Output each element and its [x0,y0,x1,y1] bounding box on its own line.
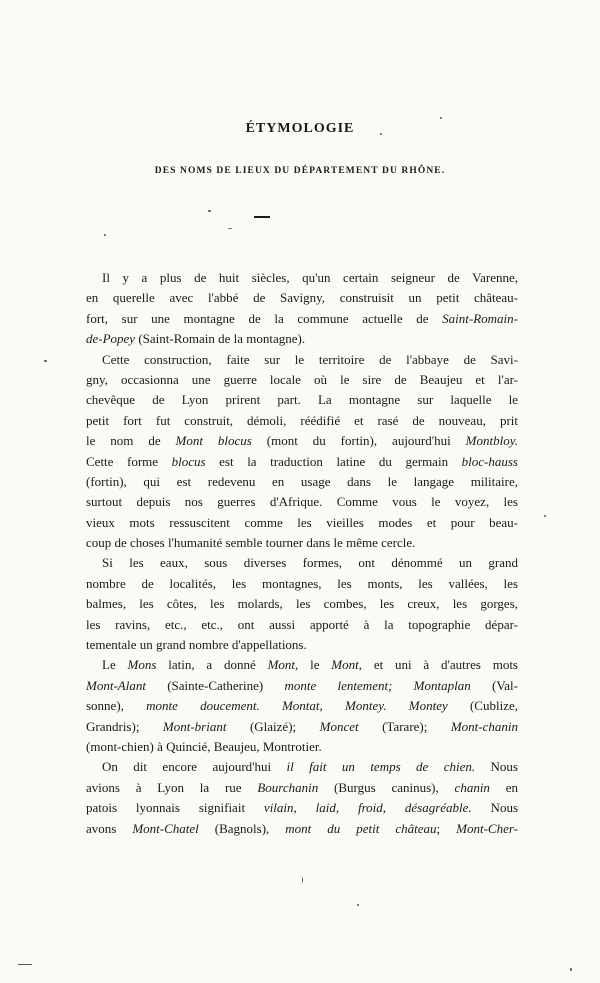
text-segment: Il y a plus de huit siècles, qu'un certain seigneur de Varenne, [102,270,518,285]
italic-text: Mons [127,657,157,673]
text-line [86,431,518,451]
scan-speck [357,904,359,906]
text-line [86,288,518,308]
text-line [86,635,518,655]
text-segment: (mont-chien) à Quincié, Beaujeu, Montrotier. [86,738,322,754]
italic-text: Mont-Alant [86,677,146,693]
text-line [86,655,518,675]
text-segment: ; [436,820,457,836]
italic-text: Mont-Chatel [132,820,199,836]
text-segment: vieux mots ressuscitent comme les vieilles modes et pour beau- [86,514,518,530]
scan-speck [380,133,382,135]
text-segment: est la traduction latine du germain [205,453,462,469]
text-segment: Si les eaux, sous diverses formes, ont dénommé un grand [102,555,518,571]
text-segment: surtout depuis nos guerres d'Afrique. Comme vous le voyez, les [86,494,518,510]
text-segment: (Burgus caninus), [318,779,455,795]
scan-speck [570,968,572,971]
text-line [86,778,518,798]
text-segment: Grandris); [86,718,163,734]
text-segment: , le [295,657,332,673]
text-segment: le nom de [86,433,176,449]
text-line [86,737,518,757]
text-segment: (Cublize, [447,698,518,714]
text-segment: (Saint-Romain de la montagne). [135,331,306,347]
text-segment: gny, occasionna une guerre locale où le sire de Beaujeu et l'ar- [86,371,518,387]
text-line [86,472,518,492]
text-line [86,574,518,594]
text-line [86,615,518,635]
text-segment: balmes, les côtes, les molards, les combes, les creux, les gorges, [86,596,518,612]
text-segment: Cette construction, faite sur le territoire de l'abbaye de Savi- [102,351,518,367]
text-line [86,717,518,737]
italic-text: Mont-chanin [450,718,518,734]
text-line [86,309,518,329]
text-line [86,390,518,410]
scan-speck [302,877,303,883]
scan-speck [544,515,546,517]
scan-speck [228,228,232,229]
text-line [86,492,518,512]
page-subtitle: DES NOMS DE LIEUX DU DÉPARTEMENT DU RHÔNE. [154,166,446,176]
scan-speck [104,234,106,236]
text-segment: les ravins, etc., etc., ont aussi apporté à la topographie dépar- [86,616,518,632]
scan-speck [18,964,32,965]
text-line [86,350,518,370]
text-segment: (fortin), qui est redevenu en usage dans le langage militaire, [86,473,518,489]
scan-speck [208,210,211,212]
text-segment: (Tarare); [358,718,451,734]
text-line [86,819,518,839]
text-line [86,268,518,288]
text-segment: Nous [475,759,518,775]
page-title: ÉTYMOLOGIE [245,121,355,136]
italic-text: Moncet [319,718,359,734]
text-line [86,452,518,472]
italic-text: monte lentement; Montaplan [284,677,471,693]
text-segment: On dit encore aujourd'hui [102,759,287,775]
italic-text: Saint-Romain- [442,310,518,326]
text-line [86,411,518,431]
italic-text: de-Popey [86,331,136,347]
text-segment: , et uni à d'autres mots [358,657,518,673]
text-segment: Le [102,657,128,673]
italic-text: il fait un temps de chien. [286,759,476,775]
italic-text: vilain, laid, froid, désagréable. [263,800,472,816]
text-segment: patois lyonnais signifiait [86,800,264,816]
title-separator-rule [254,216,270,218]
text-line [86,533,518,553]
text-line [86,798,518,818]
italic-text: mont du petit château [285,820,437,836]
text-segment: en [489,779,518,795]
scan-speck [440,117,442,119]
text-line [86,553,518,573]
text-segment: (mont du fortin), aujourd'hui [251,433,466,449]
italic-text: Mont-briant [162,718,227,734]
text-segment: sonne), [86,698,147,714]
italic-text: Bourchanin [257,779,319,795]
italic-text: chanin [454,779,490,795]
text-line [86,513,518,533]
text-line [86,757,518,777]
text-segment: (Sainte-Catherine) [145,677,285,693]
text-segment: (Glaizé); [226,718,320,734]
text-segment: tementale un grand nombre d'appellations. [86,637,307,653]
text-segment: Nous [471,800,518,816]
text-segment: Cette forme [86,453,172,469]
text-line [86,594,518,614]
text-segment: fort, sur une montagne de la commune actuelle de [86,310,443,326]
text-segment: latin, a donné [156,657,268,673]
text-line [86,370,518,390]
text-line [86,329,518,349]
text-segment: avons [86,820,133,836]
italic-text: Mont [331,657,359,673]
italic-text: Montbloy. [465,433,518,449]
text-segment: (Val- [470,677,518,693]
italic-text: bloc-hauss [461,453,518,469]
text-segment: nombre de localités, les montagnes, les monts, les vallées, les [86,575,518,591]
scan-speck [44,360,47,362]
text-segment: (Bagnols), [198,820,286,836]
text-line [86,676,518,696]
italic-text: monte doucement. Montat, Montey. Montey [146,698,448,714]
text-segment: coup de choses l'humanité semble tourner dans le même cercle. [86,535,416,551]
italic-text: Mont-Cher- [456,820,518,836]
text-segment: en querelle avec l'abbé de Savigny, construisit un petit château- [86,290,518,306]
italic-text: Mont [267,657,296,673]
text-segment: petit fort fut construit, démoli, réédifié et rasé de nouveau, prit [86,412,518,428]
text-segment: avions à Lyon la rue [86,779,258,795]
italic-text: Mont blocus [175,433,252,449]
italic-text: blocus [171,453,206,469]
text-line [86,696,518,716]
body-text [86,268,518,839]
text-segment: chevêque de Lyon prirent part. La montagne sur laquelle le [86,392,518,408]
